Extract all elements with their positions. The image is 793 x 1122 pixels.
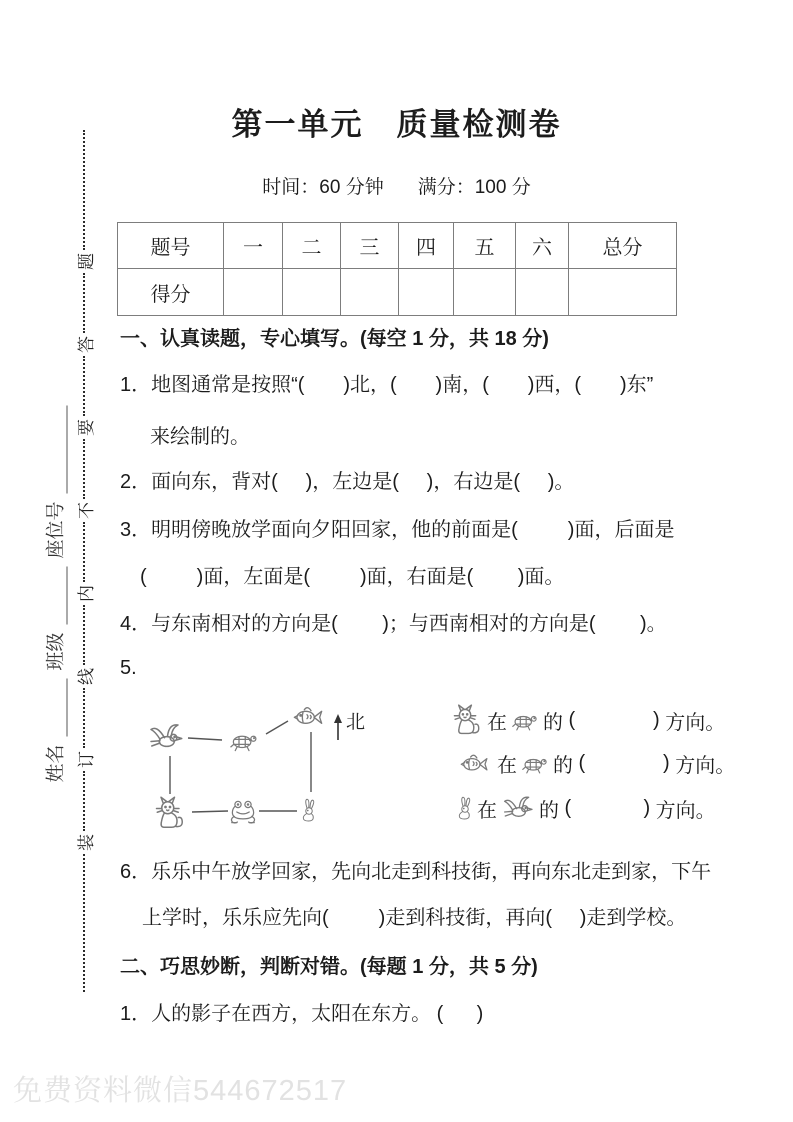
rabbit-icon bbox=[303, 799, 313, 821]
q5-item-2-text: 在 bbox=[497, 754, 517, 777]
score-cell bbox=[341, 269, 399, 316]
fish-icon bbox=[453, 748, 497, 778]
q5-item-2-blank: ( ) bbox=[573, 751, 676, 774]
q5-item-3-text: 方向。 bbox=[655, 799, 716, 822]
binding-line-segment bbox=[83, 439, 85, 499]
section2-heading: 二、巧思妙断，判断对错。(每题 1 分，共 5 分) bbox=[120, 956, 538, 978]
binding-char: 装 bbox=[76, 834, 96, 851]
binding-line-segment bbox=[83, 771, 85, 831]
name-field-label: 姓名 bbox=[45, 744, 67, 783]
question-1-line-1: 1．地图通常是按照“( )北，( )南，( )西，( )东” bbox=[120, 374, 654, 396]
turtle-icon bbox=[517, 749, 553, 777]
line-turtle-fish bbox=[266, 721, 288, 734]
binding-char: 订 bbox=[76, 751, 96, 768]
class-field-label: 班级 bbox=[45, 632, 67, 671]
binding-char: 要 bbox=[76, 419, 96, 436]
score-cell bbox=[569, 269, 677, 316]
question-3-line-2: ( )面，左面是( )面，右面是( )面。 bbox=[140, 566, 565, 588]
frog-icon bbox=[231, 801, 254, 823]
binding-line-segment bbox=[83, 356, 85, 416]
question-2: 2．面向东，背对( )，左边是( )，右边是( )。 bbox=[120, 471, 575, 493]
binding-char: 题 bbox=[76, 253, 96, 270]
section1-heading: 一、认真读题，专心填写。(每空 1 分，共 18 分) bbox=[120, 328, 549, 350]
header-cell-total: 总分 bbox=[569, 223, 677, 269]
rabbit-icon bbox=[453, 791, 477, 825]
north-label: 北 bbox=[346, 712, 366, 733]
seat-field-blank bbox=[47, 405, 68, 493]
question-6-line-2: 上学时，乐乐应先向( )走到科技街，再向( )走到学校。 bbox=[142, 907, 687, 929]
turtle-icon bbox=[231, 736, 256, 750]
q5-item-1-text: 的 bbox=[543, 711, 563, 734]
binding-line-segment bbox=[83, 688, 85, 748]
question-3-line-1: 3．明明傍晚放学面向夕阳回家，他的前面是( )面，后面是 bbox=[120, 519, 675, 541]
score-cell bbox=[454, 269, 516, 316]
binding-char: 内 bbox=[76, 585, 96, 602]
page-title: 第一单元 质量检测卷 bbox=[231, 107, 562, 142]
score-cell bbox=[399, 269, 454, 316]
q5-item-1-blank: ( ) bbox=[563, 708, 666, 731]
student-info-fields bbox=[44, 321, 68, 786]
q5-item-3-text: 的 bbox=[539, 799, 559, 822]
binding-line-segment bbox=[83, 522, 85, 582]
exam-meta bbox=[0, 172, 793, 199]
header-cell-3: 三 bbox=[341, 223, 399, 269]
q5-diagram bbox=[118, 688, 388, 848]
watermark: 免费资料微信544672517 bbox=[13, 1075, 348, 1107]
q5-item-2-text: 方向。 bbox=[675, 754, 736, 777]
cat-icon bbox=[157, 797, 183, 827]
q5-item-3-blank: ( ) bbox=[559, 796, 656, 819]
line-frog-cat bbox=[192, 811, 228, 812]
q5-item-3 bbox=[453, 791, 716, 825]
score-row-label: 得分 bbox=[118, 269, 224, 316]
section2-question-1: 1．人的影子在西方，太阳在东方。 ( ) bbox=[120, 1003, 484, 1025]
header-cell-5: 五 bbox=[454, 223, 516, 269]
binding-line-segment bbox=[83, 273, 85, 333]
binding-char: 答 bbox=[76, 336, 96, 353]
score-cell bbox=[516, 269, 569, 316]
score-cell bbox=[224, 269, 283, 316]
q5-item-1 bbox=[453, 703, 725, 737]
bird-icon bbox=[151, 725, 182, 747]
binding-char: 不 bbox=[76, 502, 96, 519]
score-table-header-row bbox=[118, 223, 677, 269]
binding-line bbox=[72, 130, 96, 992]
binding-char: 线 bbox=[76, 668, 96, 685]
header-cell-1: 一 bbox=[224, 223, 283, 269]
exam-time: 时间：60 分钟 bbox=[262, 177, 384, 198]
q5-item-1-text: 在 bbox=[487, 711, 507, 734]
exam-full-score: 满分：100 分 bbox=[417, 177, 531, 198]
header-cell-question-no: 题号 bbox=[118, 223, 224, 269]
score-table bbox=[117, 222, 677, 316]
question-1-line-2: 来绘制的。 bbox=[150, 426, 250, 448]
question-5-label: 5. bbox=[120, 657, 137, 679]
north-arrow-icon bbox=[334, 714, 342, 740]
header-cell-2: 二 bbox=[283, 223, 341, 269]
seat-field-label: 座位号 bbox=[45, 501, 67, 559]
q5-item-2-text: 的 bbox=[553, 754, 573, 777]
q5-item-3-text: 在 bbox=[477, 799, 497, 822]
score-cell bbox=[283, 269, 341, 316]
line-bird-turtle bbox=[188, 738, 222, 740]
class-field-blank bbox=[47, 566, 68, 624]
header-cell-6: 六 bbox=[516, 223, 569, 269]
q5-item-2 bbox=[453, 748, 735, 778]
binding-line-segment bbox=[83, 854, 85, 992]
bird-icon bbox=[497, 792, 539, 824]
q5-item-1-text: 方向。 bbox=[665, 711, 726, 734]
fish-icon bbox=[294, 708, 321, 724]
turtle-icon bbox=[507, 706, 543, 734]
score-table-score-row bbox=[118, 269, 677, 316]
cat-icon bbox=[453, 703, 487, 737]
header-cell-4: 四 bbox=[399, 223, 454, 269]
question-6-line-1: 6．乐乐中午放学回家，先向北走到科技街，再向东北走到家，下午 bbox=[120, 861, 712, 883]
name-field-blank bbox=[47, 678, 68, 736]
question-4: 4．与东南相对的方向是( )；与西南相对的方向是( )。 bbox=[120, 613, 667, 635]
binding-line-segment bbox=[83, 605, 85, 665]
